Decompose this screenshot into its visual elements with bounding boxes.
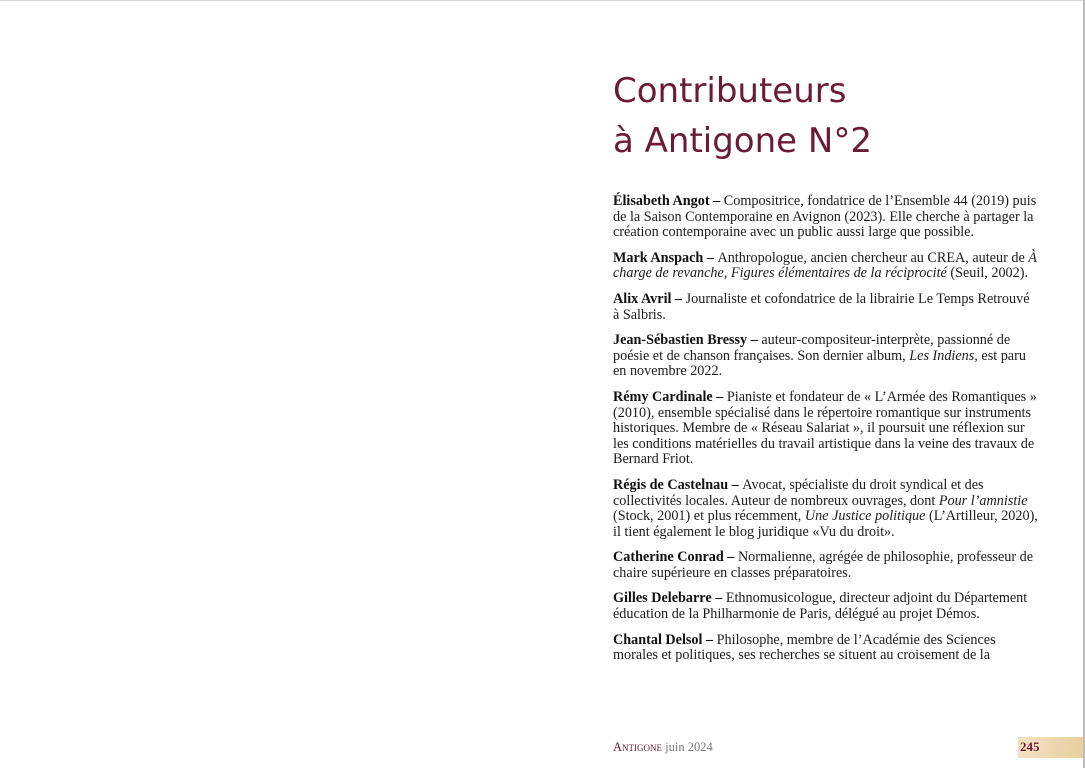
contributor-entry (613, 333, 1038, 380)
contributor-name: Chantal Delsol (613, 631, 703, 648)
entry-dash: – (709, 193, 724, 209)
bio-text: (Seuil, 2002). (946, 265, 1029, 282)
bio-text: Pianiste et fondateur de « L’Armée des Romantiques » (2010), ensemble spécialisé dans le répertoire romantique sur instruments historiques. Membre de « Réseau Salariat », il poursuit une réflexion sur les conditions matérielles du travail artistique dans la veine des travaux de Bernard Friot. (613, 388, 1037, 468)
entry-dash: – (671, 290, 686, 307)
contributor-entry (613, 292, 1038, 323)
bio-text: Avocat, spécialiste du droit syndical et des collectivités locales. Auteur de nombreux ouvrages, dont (613, 476, 984, 509)
contributor-name: Élisabeth Angot (613, 193, 710, 209)
contributor-entry (613, 591, 1038, 622)
bio-text: (L’Artilleur, 2020), il tient également le blog juridique «Vu du droit». (613, 508, 1038, 540)
work-title: Les Indiens (909, 347, 975, 364)
journal-name: Antigone (613, 740, 663, 754)
entry-dash: – (723, 549, 738, 566)
entry-dash: – (747, 332, 762, 349)
contributor-list (613, 194, 1038, 674)
page-title (613, 66, 1033, 166)
work-title: Pour l’amnistie (938, 492, 1028, 509)
contributor-name: Rémy Cardinale (613, 388, 713, 405)
contributor-entry (613, 194, 1038, 241)
running-footer (613, 740, 713, 755)
entry-dash: – (711, 590, 726, 607)
entry-dash: – (702, 631, 717, 648)
contributor-entry (613, 251, 1038, 282)
bio-text: auteur-compositeur-interprète, passionné de poésie et de chanson françaises. Son dernier album, (613, 332, 1011, 364)
page-number: 245 (1020, 739, 1040, 754)
entry-dash: – (703, 249, 718, 266)
contributor-entry (613, 390, 1038, 468)
bio-text: , est paru en novembre 2022. (613, 347, 1026, 380)
bio-text: Anthropologue, ancien chercheur au CREA, auteur de (717, 249, 1029, 266)
work-title: À charge de revanche, Figures élémentaires de la réciprocité (613, 249, 1037, 282)
contributor-name: Jean-Sébastien Bressy (613, 332, 748, 349)
contributor-name: Alix Avril (613, 290, 672, 307)
bio-text: (Stock, 2001) et plus récemment, (613, 508, 805, 525)
contributor-entry (613, 550, 1038, 581)
page-number-tab (1018, 737, 1083, 758)
bio-text: Journaliste et cofondatrice de la librairie Le Temps Retrouvé à Salbris. (613, 290, 1030, 323)
contributor-entry (613, 478, 1038, 540)
bio-text: Ethnomusicologue, directeur adjoint du Département éducation de la Philharmonie de Paris, délégué au projet Démos. (613, 590, 1028, 623)
contributor-name: Mark Anspach (613, 249, 704, 266)
work-title: Une Justice politique (804, 508, 926, 525)
bio-text: Philosophe, membre de l’Académie des Sciences morales et politiques, ses recherches se situent au croisement de la (613, 631, 996, 664)
entry-dash: – (712, 388, 727, 405)
contributor-name: Régis de Castelnau (613, 476, 729, 493)
bio-text: Compositrice, fondatrice de l’Ensemble 44 (2019) puis de la Saison Contemporaine en Avignon (2023). Elle cherche à partager la création contemporaine avec un public aussi large que possible. (613, 193, 1037, 241)
contributor-entry (613, 633, 1038, 664)
bio-text: Normalienne, agrégée de philosophie, professeur de chaire supérieure en classes préparatoires. (613, 549, 1034, 581)
contributor-name: Catherine Conrad (613, 549, 724, 566)
page-title-line-2: à Antigone N°2 (613, 121, 872, 161)
issue-date: juin 2024 (665, 740, 713, 754)
page-title-line-1: Contributeurs (613, 71, 847, 111)
entry-dash: – (728, 476, 743, 493)
contributor-name: Gilles Delebarre (613, 590, 712, 607)
